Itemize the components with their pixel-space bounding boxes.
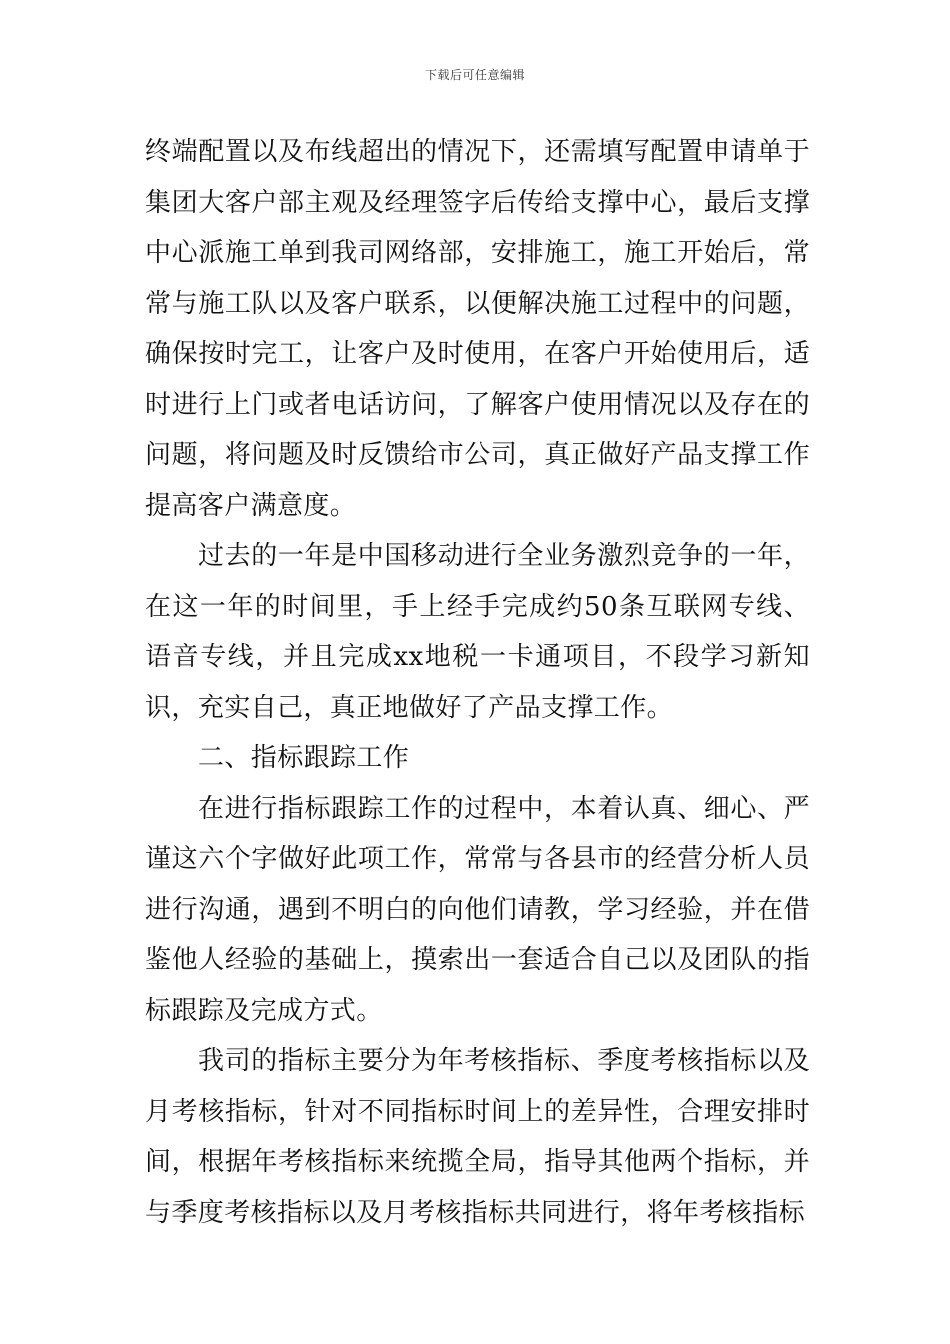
- page-header-note: 下载后可任意编辑: [424, 68, 525, 82]
- document-body: [145, 127, 810, 1238]
- paragraph-year-review: 过去的一年是中国移动进行全业务激烈竞争的一年，在这一年的时间里，手上经手完成约50条互联网专线、语音专线，并且完成xx地税一卡通项目，不段学习新知识，充实自己，真正地做好了产品支撑工作。: [145, 541, 810, 723]
- paragraph-construction-process: 终端配置以及布线超出的情况下，还需填写配置申请单于集团大客户部主观及经理签字后传给支撑中心，最后支撑中心派施工单到我司网络部，安排施工，施工开始后，常常与施工队以及客户联系，以便解决施工过程中的问题，确保按时完工，让客户及时使用，在客户开始使用后，适时进行上门或者电话访问，了解客户使用情况以及存在的问题，将问题及时反馈给市公司，真正做好产品支撑工作提高客户满意度。: [145, 137, 810, 521]
- section-heading-indicator-tracking: 二、指标跟踪工作: [198, 743, 410, 773]
- paragraph-indicator-tracking: 在进行指标跟踪工作的过程中，本着认真、细心、严谨这六个字做好此项工作，常常与各县市的经营分析人员进行沟通，遇到不明白的向他们请教，学习经验，并在借鉴他人经验的基础上，摸索出一套适合自己以及团队的指标跟踪及完成方式。: [145, 793, 810, 1026]
- paragraph-indicator-categories: 我司的指标主要分为年考核指标、季度考核指标以及月考核指标，针对不同指标时间上的差异性，合理安排时间，根据年考核指标来统揽全局，指导其他两个指标，并与季度考核指标以及月考核指标共同进行，将年考核指标: [145, 1046, 810, 1228]
